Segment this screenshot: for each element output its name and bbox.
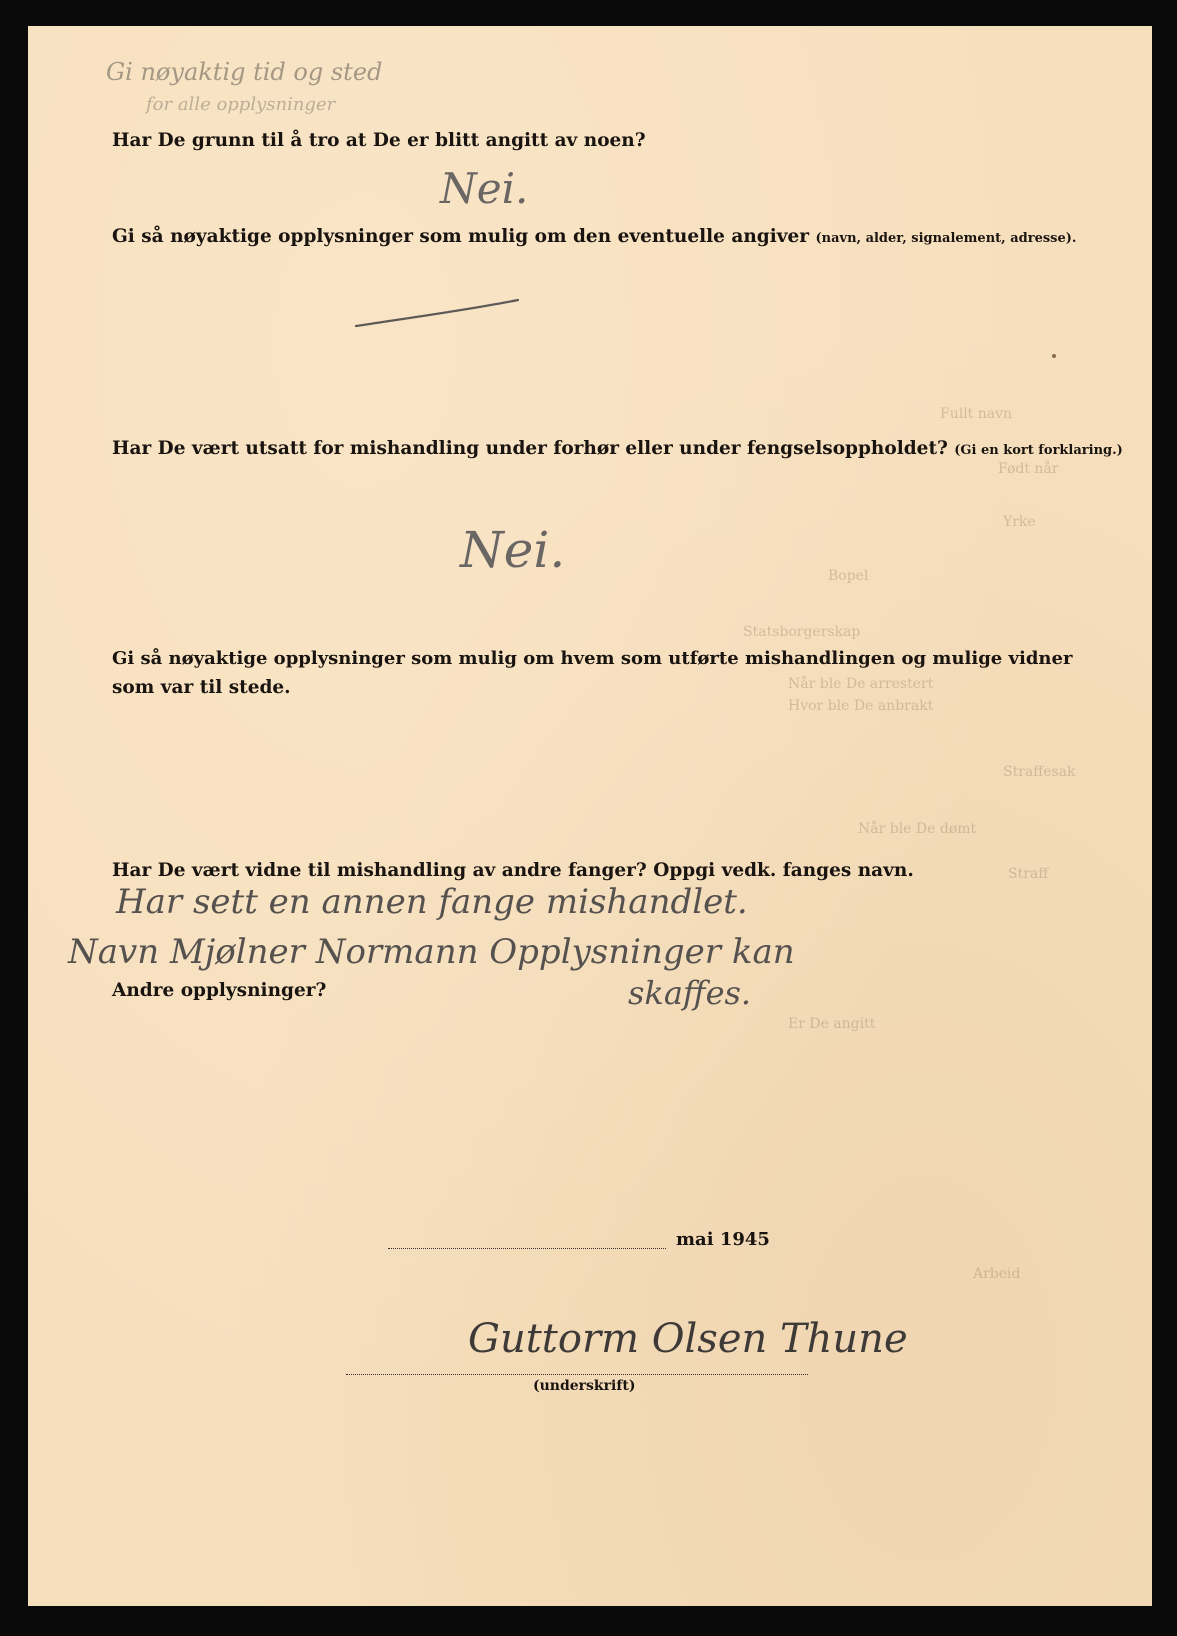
document-page xyxy=(28,26,1152,1606)
bleed-text: Statsborgerskap xyxy=(743,624,861,640)
answer-witness-line1: Har sett en annen fange mishandlet. xyxy=(116,882,748,922)
bleed-text: Straffesak xyxy=(1003,764,1076,780)
bleed-text: Bopel xyxy=(828,568,869,584)
faint-header-line2: for alle opplysninger xyxy=(146,94,336,115)
bleed-text: Hvor ble De anbrakt xyxy=(788,698,934,714)
bleed-text: Arbeid xyxy=(973,1266,1021,1282)
bleed-text: Er De angitt xyxy=(788,1016,876,1032)
bleed-text: Fullt navn xyxy=(940,406,1013,422)
question-who-mistreated-line1: Gi så nøyaktige opplysninger som mulig om hvem som utførte mishandlingen og mulige vidner xyxy=(112,648,1073,669)
faint-header-line1: Gi nøyaktig tid og sted xyxy=(106,58,383,86)
question-angitt: Har De grunn til å tro at De er blitt angitt av noen? xyxy=(112,130,646,151)
question-other-info: Andre opplysninger? xyxy=(112,980,327,1001)
question-mishandling-note: (Gi en kort forklaring.) xyxy=(954,443,1123,458)
answer-witness-line3: skaffes. xyxy=(628,974,752,1012)
bleed-text: Når ble De dømt xyxy=(858,821,977,837)
bleed-text: Når ble De arrestert xyxy=(788,676,934,692)
date-text: mai 1945 xyxy=(676,1229,770,1250)
question-mishandling-main: Har De vært utsatt for mishandling under forhør eller under fengselsoppholdet? xyxy=(112,438,948,459)
question-angiver-note: (navn, alder, signalement, adresse). xyxy=(815,231,1077,246)
bleed-text: Født når xyxy=(998,461,1059,477)
question-who-mistreated-line2: som var til stede. xyxy=(112,677,291,698)
question-witness: Har De vært vidne til mishandling av andre fanger? Oppgi vedk. fanges navn. xyxy=(112,860,914,881)
bleed-text: Straff xyxy=(1008,866,1049,882)
pen-strokes xyxy=(28,26,1152,1606)
signature-label: (underskrift) xyxy=(533,1378,636,1394)
answer-mishandling-handwritten: Nei. xyxy=(460,521,566,579)
bleed-text: Yrke xyxy=(1003,514,1036,530)
signature-handwritten: Guttorm Olsen Thune xyxy=(468,1316,908,1362)
answer-witness-line2: Navn Mjølner Normann Opplysninger kan xyxy=(68,932,795,972)
answer-angitt-handwritten: Nei. xyxy=(440,164,529,213)
question-angiver-main: Gi så nøyaktige opplysninger som mulig om den eventuelle angiver xyxy=(112,226,810,247)
